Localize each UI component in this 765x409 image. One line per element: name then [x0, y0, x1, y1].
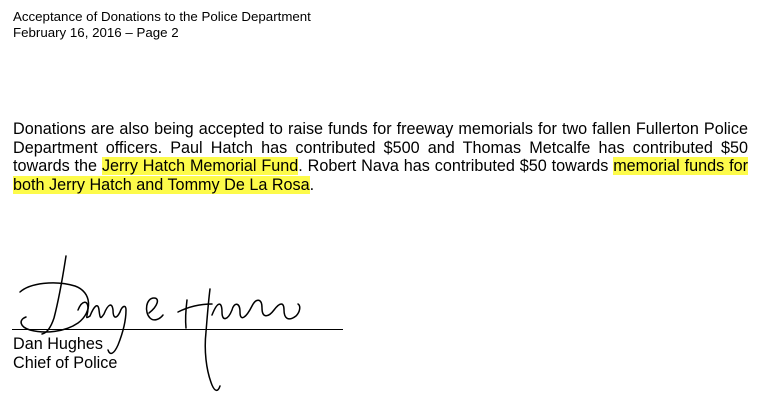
signature-block [13, 335, 117, 372]
highlight-memorial-funds: memorial funds for both Jerry Hatch and Tommy De La Rosa [13, 157, 748, 194]
paragraph-text-2: . Robert Nava has contributed $50 towards [298, 157, 614, 175]
signer-title: Chief of Police [13, 353, 118, 372]
paragraph-text-3: . [309, 175, 315, 194]
signature-line [12, 329, 343, 330]
highlight-jerry-hatch-fund: Jerry Hatch Memorial Fund [101, 157, 299, 175]
document-title: Acceptance of Donations to the Police Department [13, 9, 311, 24]
signer-name: Dan Hughes [13, 335, 103, 353]
paragraph-text-1: Donations are also being accepted to raise funds for freeway memorials for two fallen Fullerton Police Department officers. Paul Hatch has contributed $500 and Thomas Metcalfe has contributed $50 towards the [13, 120, 748, 175]
date-page-line: February 16, 2016 – Page 2 [13, 25, 179, 40]
